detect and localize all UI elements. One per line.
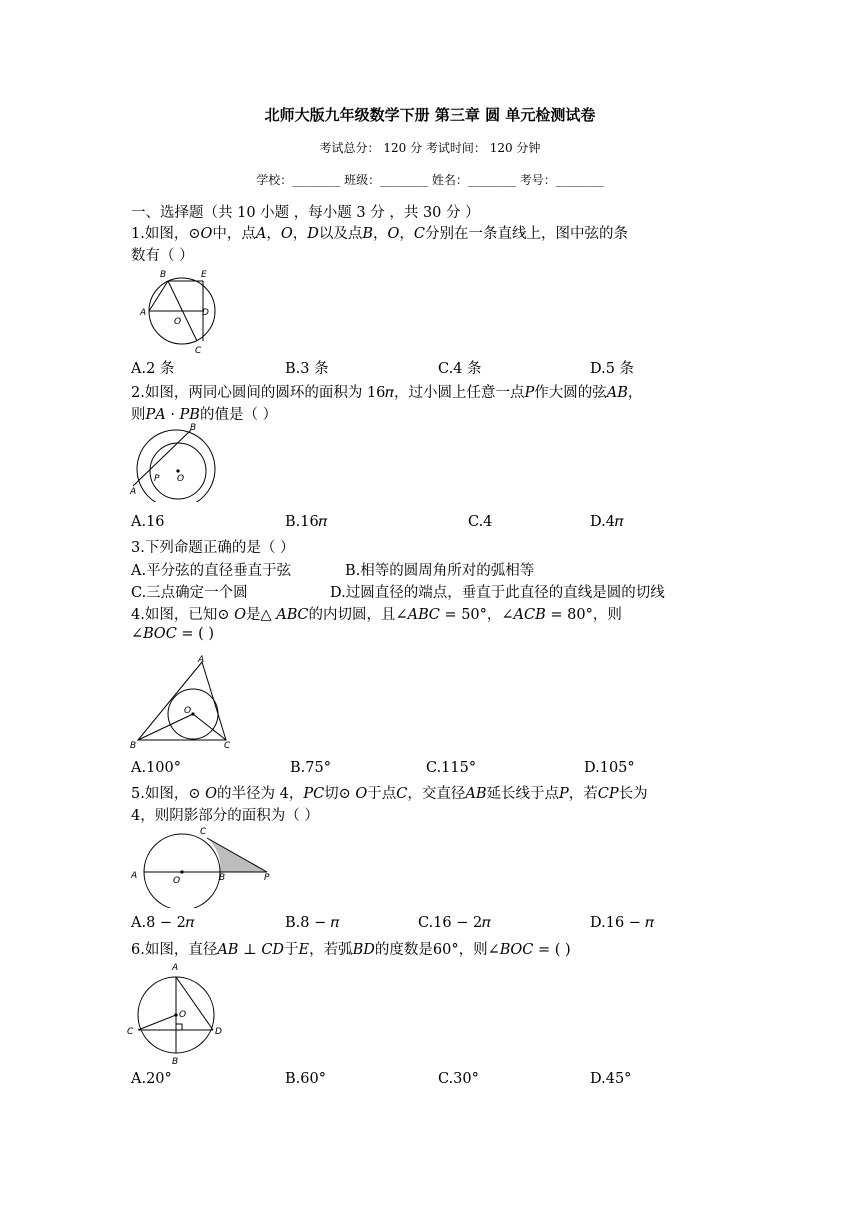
question-4-option-c: C.115° xyxy=(426,760,477,776)
question-4-option-b: B.75° xyxy=(290,760,331,776)
question-1-text: 1.如图，⊙𝑂中，点𝐴，𝑂，𝐷以及点𝐵，𝑂，𝐶分别在一条直线上，图中弦的条 xyxy=(131,226,628,242)
question-2-text-cont: 则𝑃𝐴 · 𝑃𝐵的值是（ ） xyxy=(131,407,278,423)
fig2-label-b: B xyxy=(190,423,197,433)
question-2-text: 2.如图，两同心圆间的圆环的面积为 16𝜋，过小圆上任意一点𝑃作大圆的弦𝐴𝐵， xyxy=(131,385,643,401)
fig1-label-o: O xyxy=(174,317,182,327)
question-6-figure xyxy=(124,958,228,1068)
question-4-option-d: D.105° xyxy=(584,760,635,776)
document-title: 北师大版九年级数学下册 第三章 圆 单元检测试卷 xyxy=(264,106,596,124)
question-3-option-b: B.相等的圆周角所对的弧相等 xyxy=(345,563,535,579)
fig5-label-o: O xyxy=(173,876,181,886)
fig1-label-d: D xyxy=(202,308,209,318)
question-5-text-cont: 4，则阴影部分的面积为（ ） xyxy=(131,808,319,824)
question-6-option-a: A.20° xyxy=(131,1071,172,1087)
fig2-label-p: P xyxy=(154,474,160,484)
question-6-option-b: B.60° xyxy=(285,1071,326,1087)
question-3-option-a: A.平分弦的直径垂直于弦 xyxy=(131,563,292,579)
fig5-label-p: P xyxy=(264,873,270,883)
question-6-text: 6.如图，直径𝐴𝐵 ⊥ 𝐶𝐷于𝐸，若弧𝐵𝐷的度数是60°，则∠𝐵𝑂𝐶 = ( ) xyxy=(131,942,571,958)
fig4-label-b: B xyxy=(130,741,137,751)
question-2-figure xyxy=(128,420,228,502)
question-1-figure xyxy=(131,265,227,357)
question-5-option-c: C.16 − 2𝜋 xyxy=(418,915,491,931)
section-heading: 一、选择题（共 10 小题 ，每小题 3 分 ，共 30 分 ） xyxy=(131,205,480,221)
student-info: 学校：________ 班级：________ 姓名：________ 考号：________ xyxy=(256,173,604,187)
question-5-option-b: B.8 − 𝜋 xyxy=(285,915,340,931)
fig6-label-b: B xyxy=(172,1057,179,1067)
fig6-label-o: O xyxy=(179,1010,187,1020)
fig4-label-a: A xyxy=(198,655,205,665)
question-4-text-cont: ∠𝐵𝑂𝐶 = ( ) xyxy=(131,626,215,642)
fig1-label-e: E xyxy=(201,270,207,280)
fig2-label-o: O xyxy=(177,474,185,484)
question-5-option-d: D.16 − 𝜋 xyxy=(590,915,655,931)
fig4-label-o: O xyxy=(184,706,192,716)
question-5-figure xyxy=(126,822,276,908)
exam-info: 考试总分： 120 分 考试时间： 120 分钟 xyxy=(319,141,541,155)
question-4-option-a: A.100° xyxy=(131,760,182,776)
question-3-option-c: C.三点确定一个圆 xyxy=(131,585,248,601)
question-1-option-a: A.2 条 xyxy=(131,361,175,377)
fig2-label-a: A xyxy=(130,487,137,497)
question-1-option-b: B.3 条 xyxy=(285,361,329,377)
fig5-label-b: B xyxy=(219,873,226,883)
question-4-figure xyxy=(126,652,238,752)
fig1-label-b: B xyxy=(160,270,167,280)
question-3-option-d: D.过圆直径的端点，垂直于此直径的直线是圆的切线 xyxy=(330,585,665,601)
fig6-label-a: A xyxy=(172,963,179,973)
question-1-option-d: D.5 条 xyxy=(590,361,635,377)
question-3-text: 3.下列命题正确的是（ ） xyxy=(131,540,295,556)
fig5-label-c: C xyxy=(200,827,207,837)
fig6-label-d: D xyxy=(215,1027,222,1037)
fig5-label-a: A xyxy=(131,871,138,881)
question-6-option-c: C.30° xyxy=(438,1071,479,1087)
question-5-text: 5.如图，⊙ 𝑂的半径为 4，𝑃𝐶切⊙ 𝑂于点𝐶，交直径𝐴𝐵延长线于点𝑃，若𝐶𝑃长为 xyxy=(131,786,648,802)
question-2-option-d: D.4𝜋 xyxy=(590,514,624,530)
fig6-label-c: C xyxy=(127,1027,134,1037)
question-6-option-d: D.45° xyxy=(590,1071,632,1087)
question-1-option-c: C.4 条 xyxy=(438,361,482,377)
question-2-option-b: B.16𝜋 xyxy=(285,514,328,530)
fig1-label-c: C xyxy=(195,346,202,356)
question-1-text-cont: 数有（ ） xyxy=(131,248,194,264)
question-2-option-c: C.4 xyxy=(468,514,493,530)
question-4-text: 4.如图，已知⊙ 𝑂是△ 𝐴𝐵𝐶的内切圆，且∠𝐴𝐵𝐶 = 50°，∠𝐴𝐶𝐵 = 80°，则 xyxy=(131,607,622,623)
fig1-label-a: A xyxy=(140,308,147,318)
question-2-option-a: A.16 xyxy=(131,514,165,530)
question-5-option-a: A.8 − 2𝜋 xyxy=(131,915,195,931)
fig4-label-c: C xyxy=(224,741,231,751)
